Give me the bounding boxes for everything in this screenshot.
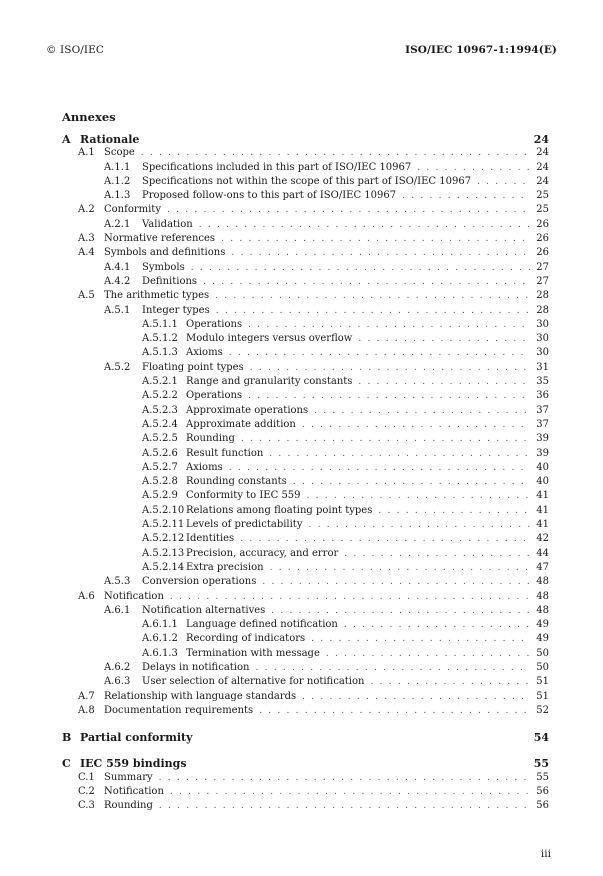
toc-entry-page: 44: [536, 547, 549, 559]
toc-entry-title: Axioms: [186, 461, 223, 473]
toc-entry-number: A.5.2.7: [142, 461, 178, 473]
toc-leader-dots: [344, 620, 530, 630]
toc-leader-dots: [270, 563, 531, 573]
toc-entry-page: 41: [536, 490, 549, 502]
toc-entry-title: Floating point types: [142, 361, 244, 373]
toc-entry-title: Normative references: [104, 233, 216, 245]
toc-entry-page: 26: [536, 218, 549, 230]
toc-entry[interactable]: [62, 633, 549, 647]
toc-entry-title: IEC 559 bindings: [80, 757, 187, 771]
toc-entry-number: A.4.1: [104, 261, 131, 273]
toc-entry[interactable]: [62, 757, 549, 771]
toc-entry-page: 26: [536, 233, 549, 245]
toc-leader-dots: [307, 491, 531, 501]
toc-entry-number: A.6: [78, 590, 95, 602]
toc-entry-title: Rounding: [186, 433, 235, 445]
toc-entry-number: B: [62, 731, 72, 745]
toc-entry-page: 30: [536, 347, 549, 359]
toc-entry-title: Symbols and definitions: [104, 247, 226, 259]
toc-leader-dots: [231, 248, 530, 258]
toc-leader-dots: [417, 163, 530, 173]
toc-entry-page: 24: [536, 175, 549, 187]
toc-entry-page: 27: [536, 275, 549, 287]
toc-entry-number: A.5.2: [104, 361, 131, 373]
toc-entry[interactable]: [62, 319, 549, 333]
toc-entry-page: 55: [533, 757, 549, 771]
toc-entry[interactable]: [62, 662, 549, 676]
toc-entry-page: 51: [536, 690, 549, 702]
toc-entry[interactable]: [62, 133, 549, 147]
toc-leader-dots: [370, 677, 530, 687]
toc-entry-page: 30: [536, 333, 549, 345]
toc-leader-dots: [229, 348, 531, 358]
toc-leader-dots: [167, 205, 530, 215]
toc-leader-dots: [199, 220, 531, 230]
toc-entry-number: C.1: [78, 771, 95, 783]
toc-leader-dots: [141, 148, 530, 158]
toc-entry-title: Notification: [104, 786, 164, 798]
toc-entry[interactable]: [62, 247, 549, 261]
toc-entry[interactable]: [62, 648, 549, 662]
annexes-title: Annexes: [62, 110, 116, 124]
toc-entry-number: A: [62, 133, 71, 146]
toc-entry[interactable]: [62, 533, 549, 547]
toc-leader-dots: [311, 634, 530, 644]
toc-entry[interactable]: [62, 176, 549, 190]
toc-leader-dots: [159, 773, 531, 783]
toc-leader-dots: [203, 277, 530, 287]
toc-leader-dots: [250, 363, 531, 373]
toc-entry-page: 26: [536, 247, 549, 259]
toc-entry-page: 54: [533, 731, 549, 745]
toc-entry-page: 42: [536, 533, 549, 545]
toc-entry-number: A.5: [78, 290, 95, 302]
toc-entry[interactable]: [62, 619, 549, 633]
toc-entry-title: Partial conformity: [80, 731, 193, 745]
toc-entry[interactable]: [62, 490, 549, 504]
toc-entry-number: A.5.2.4: [142, 418, 178, 430]
toc-leader-dots: [240, 534, 530, 544]
toc-entry-title: Documentation requirements: [104, 704, 254, 716]
toc-entry-page: 41: [536, 519, 549, 531]
toc-entry-page: 25: [536, 204, 549, 216]
toc-entry-page: 28: [536, 304, 549, 316]
toc-entry-number: A.5.2.8: [142, 476, 178, 488]
toc-entry-number: A.1.3: [104, 190, 131, 202]
toc-entry-page: 56: [536, 786, 549, 798]
toc-entry[interactable]: [62, 219, 549, 233]
toc-entry[interactable]: [62, 705, 549, 719]
toc-leader-dots: [344, 549, 530, 559]
toc-entry-number: A.5.2.12: [142, 533, 185, 545]
toc-entry-number: A.6.1.1: [142, 619, 178, 631]
toc-entry-title: Relations among floating point types: [186, 504, 373, 516]
header-standard-id: ISO/IEC 10967-1:1994(E): [405, 44, 557, 56]
toc-entry-page: 37: [536, 418, 549, 430]
toc-entry[interactable]: [62, 576, 549, 590]
toc-entry-number: C: [62, 757, 71, 771]
toc-entry-number: A.6.2: [104, 661, 131, 673]
toc-entry-number: A.6.3: [104, 676, 131, 688]
toc-entry-page: 49: [536, 619, 549, 631]
toc-entry[interactable]: [62, 305, 549, 319]
toc-entry[interactable]: [62, 376, 549, 390]
toc-entry-number: A.1.2: [104, 175, 131, 187]
toc-entry-number: A.6.1.2: [142, 633, 178, 645]
toc-entry-title: Recording of indicators: [186, 633, 306, 645]
toc-entry-title: Rounding: [104, 800, 153, 812]
toc-entry[interactable]: [62, 362, 549, 376]
toc-entry-number: A.5.2.13: [142, 547, 185, 559]
toc-entry-title: Validation: [142, 218, 193, 230]
toc-entry-title: Approximate addition: [186, 418, 296, 430]
toc-entry[interactable]: [62, 676, 549, 690]
toc-entry-number: A.5.2.10: [142, 504, 185, 516]
toc-entry[interactable]: [62, 333, 549, 347]
toc-entry-page: 37: [536, 404, 549, 416]
toc-entry-title: Rationale: [80, 133, 140, 146]
toc-entry[interactable]: [62, 462, 549, 476]
toc-leader-dots: [229, 463, 531, 473]
toc-entry-page: 24: [536, 147, 549, 159]
toc-entry-title: Conversion operations: [142, 576, 257, 588]
toc-entry-title: Specifications not within the scope of this part of ISO/IEC 10967: [142, 175, 472, 187]
toc-entry-page: 48: [536, 576, 549, 588]
toc-leader-dots: [255, 663, 530, 673]
toc-entry-number: A.5.2.3: [142, 404, 178, 416]
toc-entry-page: 31: [536, 361, 549, 373]
toc-entry-page: 50: [536, 661, 549, 673]
toc-entry[interactable]: [62, 786, 549, 800]
toc-leader-dots: [170, 592, 530, 602]
toc-entry-number: A.4: [78, 247, 95, 259]
toc-entry[interactable]: [62, 800, 549, 814]
toc-entry-title: Range and granularity constants: [186, 376, 353, 388]
toc-leader-dots: [241, 434, 530, 444]
toc-entry-page: 36: [536, 390, 549, 402]
toc-leader-dots: [271, 606, 530, 616]
toc-entry-title: Language defined notification: [186, 619, 338, 631]
toc-entry[interactable]: [62, 562, 549, 576]
toc-leader-dots: [269, 449, 530, 459]
toc-leader-dots: [248, 391, 530, 401]
toc-entry-title: Operations: [186, 318, 243, 330]
toc-entry-title: Axioms: [186, 347, 223, 359]
toc-entry-page: 24: [536, 161, 549, 173]
toc-entry[interactable]: [62, 605, 549, 619]
toc-entry-title: Precision, accuracy, and error: [186, 547, 339, 559]
toc-entry-page: 41: [536, 504, 549, 516]
toc-entry-page: 25: [536, 190, 549, 202]
toc-entry-page: 24: [533, 133, 549, 146]
toc-entry[interactable]: [62, 276, 549, 290]
toc-entry-number: C.3: [78, 800, 95, 812]
header-copyright: © ISO/IEC: [46, 44, 105, 56]
toc-entry-title: Symbols: [142, 261, 185, 273]
toc-entry-title: Scope: [104, 147, 135, 159]
toc-entry-page: 55: [536, 771, 549, 783]
toc-leader-dots: [402, 191, 530, 201]
toc-entry-title: Notification: [104, 590, 164, 602]
toc-entry-title: Relationship with language standards: [104, 690, 297, 702]
toc-entry-title: Summary: [104, 771, 153, 783]
toc-entry-title: Modulo integers versus overflow: [186, 333, 353, 345]
toc-entry[interactable]: [62, 505, 549, 519]
toc-entry-number: A.5.2.11: [142, 519, 185, 531]
toc-entry-number: A.1.1: [104, 161, 131, 173]
toc-entry-title: Extra precision: [186, 561, 264, 573]
toc-entry-page: 35: [536, 376, 549, 388]
toc-entry[interactable]: [62, 448, 549, 462]
toc-entry-page: 49: [536, 633, 549, 645]
toc-entry-title: Specifications included in this part of ISO/IEC 10967: [142, 161, 412, 173]
toc-entry-page: 48: [536, 590, 549, 602]
toc-leader-dots: [262, 577, 530, 587]
toc-entry-page: 51: [536, 676, 549, 688]
toc-entry-page: 50: [536, 647, 549, 659]
toc-leader-dots: [326, 649, 530, 659]
toc-entry-number: A.8: [78, 704, 95, 716]
toc-entry[interactable]: [62, 190, 549, 204]
toc-entry-title: Identities: [186, 533, 235, 545]
toc-entry-number: A.5.2.2: [142, 390, 178, 402]
toc-entry-page: 39: [536, 447, 549, 459]
toc-entry-number: A.5.3: [104, 576, 131, 588]
toc-entry-title: Notification alternatives: [142, 604, 266, 616]
toc-entry-title: The arithmetic types: [104, 290, 210, 302]
toc-entry-page: 39: [536, 433, 549, 445]
toc-leader-dots: [302, 692, 530, 702]
toc-leader-dots: [191, 263, 531, 273]
toc-entry[interactable]: [62, 347, 549, 361]
toc-leader-dots: [159, 801, 530, 811]
toc-entry-page: 40: [536, 476, 549, 488]
toc-entry-number: A.5.2.6: [142, 447, 178, 459]
toc-leader-dots: [314, 406, 530, 416]
toc-leader-dots: [215, 291, 530, 301]
toc-entry[interactable]: [62, 731, 549, 745]
toc-entry-number: A.1: [78, 147, 95, 159]
toc-entry[interactable]: [62, 548, 549, 562]
toc-entry-title: User selection of alternative for notification: [142, 676, 365, 688]
toc-entry-number: A.7: [78, 690, 95, 702]
page-number: iii: [540, 848, 551, 860]
toc-entry[interactable]: [62, 519, 549, 533]
toc-entry[interactable]: [62, 433, 549, 447]
toc-leader-dots: [170, 787, 530, 797]
toc-entry-number: A.4.2: [104, 275, 131, 287]
toc-entry-number: A.5.1.3: [142, 347, 178, 359]
toc-entry-number: A.2.1: [104, 218, 131, 230]
toc-entry-page: 28: [536, 290, 549, 302]
toc-entry-title: Conformity: [104, 204, 161, 216]
toc-entry-number: A.5.2.5: [142, 433, 178, 445]
toc-entry-number: A.6.1: [104, 604, 131, 616]
toc-leader-dots: [216, 306, 531, 316]
toc-entry-title: Delays in notification: [142, 661, 250, 673]
toc-leader-dots: [248, 320, 530, 330]
table-of-contents: [62, 133, 549, 815]
toc-entry-number: A.5.2.9: [142, 490, 178, 502]
toc-entry-title: Approximate operations: [186, 404, 309, 416]
toc-entry-title: Integer types: [142, 304, 210, 316]
toc-entry[interactable]: [62, 591, 549, 605]
toc-entry[interactable]: [62, 290, 549, 304]
toc-entry-title: Proposed follow-ons to this part of ISO/IEC 10967: [142, 190, 397, 202]
toc-entry-number: A.5.1: [104, 304, 131, 316]
toc-entry-number: A.5.1.1: [142, 318, 178, 330]
toc-entry-page: 47: [536, 561, 549, 573]
toc-entry-title: Result function: [186, 447, 264, 459]
toc-entry[interactable]: [62, 147, 549, 161]
toc-entry[interactable]: [62, 772, 549, 786]
toc-entry-page: 27: [536, 261, 549, 273]
toc-leader-dots: [221, 234, 530, 244]
toc-leader-dots: [293, 477, 530, 487]
toc-entry-page: 56: [536, 800, 549, 812]
toc-entry[interactable]: [62, 262, 549, 276]
toc-entry-number: A.6.1.3: [142, 647, 178, 659]
toc-entry-number: A.2: [78, 204, 95, 216]
toc-entry-number: A.3: [78, 233, 95, 245]
toc-entry[interactable]: [62, 405, 549, 419]
toc-entry-title: Termination with message: [186, 647, 320, 659]
toc-leader-dots: [259, 706, 530, 716]
toc-entry-title: Conformity to IEC 559: [186, 490, 301, 502]
toc-leader-dots: [477, 177, 530, 187]
toc-leader-dots: [378, 506, 530, 516]
toc-entry[interactable]: [62, 691, 549, 705]
toc-entry-number: A.5.2.1: [142, 376, 178, 388]
toc-entry-page: 30: [536, 318, 549, 330]
toc-entry-title: Levels of predictability: [186, 519, 303, 531]
toc-entry-title: Definitions: [142, 275, 198, 287]
toc-entry-number: A.5.2.14: [142, 561, 185, 573]
toc-entry-page: 40: [536, 461, 549, 473]
toc-entry[interactable]: [62, 419, 549, 433]
toc-entry-page: 48: [536, 604, 549, 616]
toc-entry[interactable]: [62, 162, 549, 176]
toc-entry-title: Rounding constants: [186, 476, 287, 488]
toc-entry-title: Operations: [186, 390, 243, 402]
toc-leader-dots: [308, 520, 530, 530]
toc-entry[interactable]: [62, 390, 549, 404]
toc-entry-number: C.2: [78, 786, 95, 798]
toc-leader-dots: [302, 420, 530, 430]
toc-entry[interactable]: [62, 204, 549, 218]
toc-entry[interactable]: [62, 233, 549, 247]
toc-entry-number: A.5.1.2: [142, 333, 178, 345]
toc-entry[interactable]: [62, 476, 549, 490]
toc-leader-dots: [358, 334, 530, 344]
toc-leader-dots: [358, 377, 530, 387]
toc-entry-page: 52: [536, 704, 549, 716]
